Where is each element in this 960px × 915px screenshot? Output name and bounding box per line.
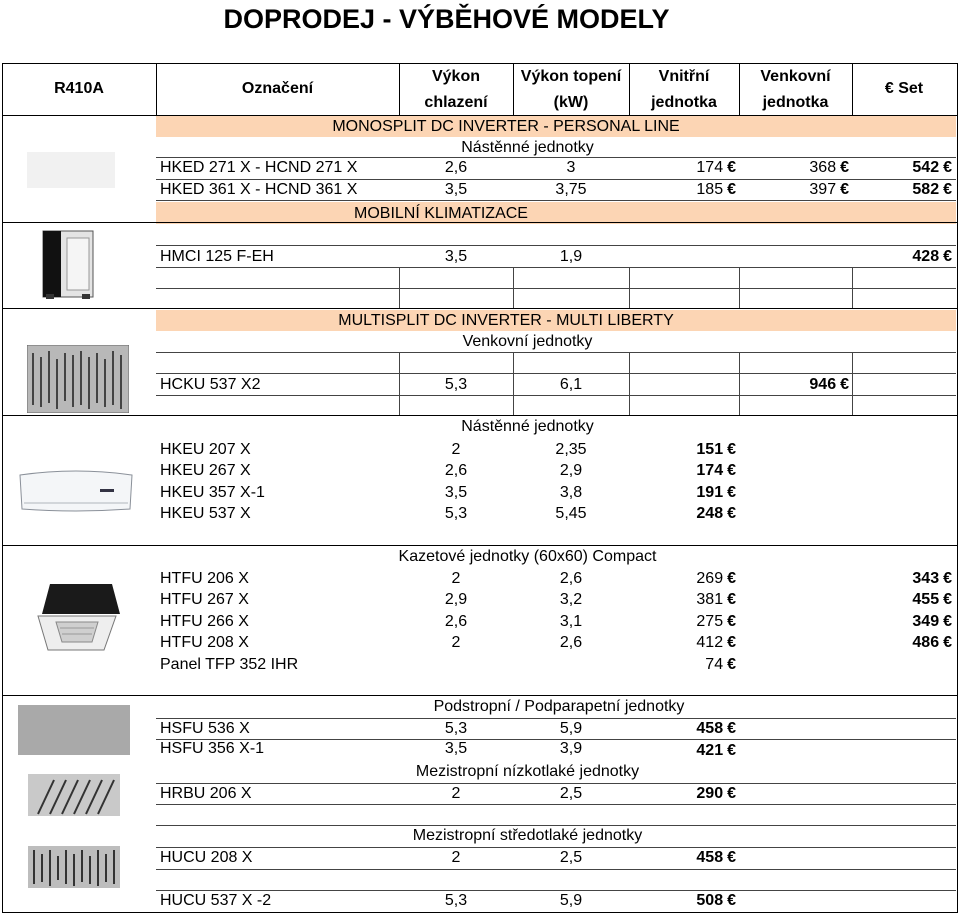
grid-rule bbox=[629, 352, 630, 415]
heating-value: 6,1 bbox=[559, 376, 583, 393]
price-value: 458 bbox=[696, 849, 724, 866]
euro-sign: € bbox=[943, 159, 952, 176]
price-value: 428 bbox=[912, 248, 940, 265]
euro-sign: € bbox=[943, 613, 952, 630]
section-title: MULTISPLIT DC INVERTER - MULTI LIBERTY bbox=[338, 312, 674, 329]
set-price bbox=[852, 179, 952, 200]
price-value: 74 bbox=[705, 656, 724, 673]
euro-sign: € bbox=[727, 181, 736, 198]
model-name: HSFU 356 X-1 bbox=[160, 740, 265, 757]
model-name: HKEU 357 X-1 bbox=[160, 484, 265, 501]
euro-sign: € bbox=[727, 441, 736, 458]
cassette-unit-image bbox=[32, 580, 122, 654]
col-outdoor-l2: jednotka bbox=[762, 94, 829, 111]
heating-value: 3 bbox=[566, 159, 576, 176]
grid-rule bbox=[156, 200, 956, 201]
euro-sign: € bbox=[943, 591, 952, 608]
col-indoor-l1: Vnitřní bbox=[658, 68, 710, 85]
set-price bbox=[852, 246, 952, 267]
duct-unit-image bbox=[28, 846, 120, 888]
price-value: 421 bbox=[696, 742, 724, 759]
heating-value: 2,9 bbox=[559, 462, 583, 479]
euro-sign: € bbox=[840, 376, 849, 393]
heating-value: 2,6 bbox=[559, 634, 583, 651]
indoor-price bbox=[629, 482, 736, 503]
set-price bbox=[852, 589, 952, 610]
mobile-ac-image bbox=[40, 228, 98, 300]
indoor-price bbox=[629, 654, 736, 675]
price-value: 397 bbox=[809, 181, 837, 198]
model-name: HKEU 267 X bbox=[160, 462, 251, 479]
section-subtitle: Nástěnné jednotky bbox=[461, 139, 594, 156]
section-title: MONOSPLIT DC INVERTER - PERSONAL LINE bbox=[332, 118, 680, 135]
set-price bbox=[852, 632, 952, 653]
indoor-price bbox=[629, 589, 736, 610]
wall-unit-image bbox=[27, 152, 115, 188]
price-value: 582 bbox=[912, 181, 940, 198]
euro-sign: € bbox=[943, 634, 952, 651]
cooling-value: 2,6 bbox=[444, 613, 468, 630]
price-value: 946 bbox=[809, 376, 837, 393]
grid-rule bbox=[156, 804, 956, 805]
col-outdoor-l1: Venkovní bbox=[760, 68, 831, 85]
price-value: 174 bbox=[696, 159, 724, 176]
cooling-value: 3,5 bbox=[444, 484, 468, 501]
euro-sign: € bbox=[727, 656, 736, 673]
outdoor-price bbox=[739, 374, 849, 395]
cooling-value: 2 bbox=[451, 441, 461, 458]
heating-value: 3,75 bbox=[555, 181, 587, 198]
model-name: HKEU 537 X bbox=[160, 505, 251, 522]
euro-sign: € bbox=[727, 159, 736, 176]
grid-rule bbox=[156, 267, 956, 268]
model-name: HKED 361 X - HCND 361 X bbox=[160, 181, 358, 198]
indoor-price bbox=[629, 460, 736, 481]
cooling-value: 3,5 bbox=[444, 248, 468, 265]
euro-sign: € bbox=[943, 181, 952, 198]
section-subtitle: Kazetové jednotky (60x60) Compact bbox=[398, 548, 657, 565]
heating-value: 2,5 bbox=[559, 849, 583, 866]
grid-rule bbox=[852, 267, 853, 308]
indoor-price bbox=[629, 890, 736, 911]
price-value: 349 bbox=[912, 613, 940, 630]
duct-unit-image bbox=[28, 774, 120, 816]
cooling-value: 2 bbox=[451, 849, 461, 866]
col-cooling-l2: chlazení bbox=[424, 94, 488, 111]
model-name: HUCU 208 X bbox=[160, 849, 253, 866]
grid-rule bbox=[852, 352, 853, 415]
euro-sign: € bbox=[943, 570, 952, 587]
price-value: 185 bbox=[696, 181, 724, 198]
section-subtitle: Podstropní / Podparapetní jednotky bbox=[433, 698, 685, 715]
cooling-value: 3,5 bbox=[444, 740, 468, 757]
indoor-price bbox=[629, 503, 736, 524]
heating-value: 3,8 bbox=[559, 484, 583, 501]
heating-value: 1,9 bbox=[559, 248, 583, 265]
cooling-value: 2 bbox=[451, 785, 461, 802]
heating-value: 3,2 bbox=[559, 591, 583, 608]
euro-sign: € bbox=[727, 634, 736, 651]
page-title: DOPRODEJ - VÝBĚHOVÉ MODELY bbox=[223, 4, 670, 34]
euro-sign: € bbox=[727, 613, 736, 630]
price-value: 343 bbox=[912, 570, 940, 587]
wall-unit-image bbox=[18, 465, 134, 515]
col-set bbox=[852, 76, 956, 102]
outdoor-unit-image bbox=[27, 345, 129, 413]
model-name: HCKU 537 X2 bbox=[160, 376, 261, 393]
cooling-value: 2,6 bbox=[444, 462, 468, 479]
price-value: 381 bbox=[696, 591, 724, 608]
model-name: HRBU 206 X bbox=[160, 785, 252, 802]
outdoor-price bbox=[739, 157, 849, 178]
model-name: HTFU 267 X bbox=[160, 591, 249, 608]
section-subtitle: Nástěnné jednotky bbox=[461, 418, 594, 435]
model-name: HKEU 207 X bbox=[160, 441, 251, 458]
cooling-value: 5,3 bbox=[444, 376, 468, 393]
col-heating-l2: (kW) bbox=[553, 94, 589, 111]
cooling-value: 2 bbox=[451, 570, 461, 587]
indoor-price bbox=[629, 568, 736, 589]
cooling-value: 3,5 bbox=[444, 181, 468, 198]
model-name: HUCU 537 X -2 bbox=[160, 892, 272, 909]
price-value: 458 bbox=[696, 720, 724, 737]
grid-rule bbox=[629, 267, 630, 308]
model-name: HMCI 125 F-EH bbox=[160, 248, 274, 265]
euro-sign: € bbox=[727, 849, 736, 866]
section-subtitle: Venkovní jednotky bbox=[462, 333, 593, 350]
cooling-value: 5,3 bbox=[444, 720, 468, 737]
indoor-price bbox=[629, 179, 736, 200]
cooling-value: 5,3 bbox=[444, 892, 468, 909]
model-name: HTFU 266 X bbox=[160, 613, 249, 630]
indoor-price bbox=[629, 718, 736, 739]
euro-sign: € bbox=[727, 505, 736, 522]
indoor-price bbox=[629, 632, 736, 653]
grid-rule bbox=[156, 288, 956, 289]
group-rule bbox=[2, 308, 958, 309]
grid-rule bbox=[156, 352, 956, 353]
ceiling-unit-image bbox=[18, 705, 130, 755]
col-designation: Označení bbox=[241, 80, 314, 97]
price-value: 508 bbox=[696, 892, 724, 909]
section-title: MOBILNÍ KLIMATIZACE bbox=[354, 205, 528, 222]
grid-rule bbox=[156, 869, 956, 870]
euro-sign: € bbox=[727, 591, 736, 608]
heating-value: 2,35 bbox=[555, 441, 587, 458]
euro-sign: € bbox=[727, 892, 736, 909]
price-value: 412 bbox=[696, 634, 724, 651]
heating-value: 5,45 bbox=[555, 505, 587, 522]
price-value: 248 bbox=[696, 505, 724, 522]
heating-value: 2,6 bbox=[559, 570, 583, 587]
euro-sign: € bbox=[727, 742, 736, 759]
price-value: 275 bbox=[696, 613, 724, 630]
section-subtitle: Mezistropní středotlaké jednotky bbox=[412, 827, 643, 844]
model-name: HTFU 208 X bbox=[160, 634, 249, 651]
heating-value: 3,1 bbox=[559, 613, 583, 630]
price-value: 191 bbox=[696, 484, 724, 501]
euro-sign: € bbox=[727, 570, 736, 587]
col-cooling-l1: Výkon bbox=[431, 68, 480, 85]
col-set-label: Set bbox=[898, 80, 924, 97]
euro-sign: € bbox=[943, 248, 952, 265]
set-price bbox=[852, 568, 952, 589]
euro-sign: € bbox=[840, 181, 849, 198]
price-value: 290 bbox=[696, 785, 724, 802]
indoor-price bbox=[629, 439, 736, 460]
euro-sign: € bbox=[727, 720, 736, 737]
indoor-price bbox=[629, 783, 736, 804]
price-value: 368 bbox=[809, 159, 837, 176]
price-value: 486 bbox=[912, 634, 940, 651]
heating-value: 5,9 bbox=[559, 720, 583, 737]
cooling-value: 2,9 bbox=[444, 591, 468, 608]
col-refrigerant: R410A bbox=[54, 80, 104, 97]
euro-sign: € bbox=[727, 484, 736, 501]
cooling-value: 2 bbox=[451, 634, 461, 651]
indoor-price bbox=[629, 740, 736, 761]
heating-value: 2,5 bbox=[559, 785, 583, 802]
cooling-value: 5,3 bbox=[444, 505, 468, 522]
price-value: 151 bbox=[696, 441, 724, 458]
model-name: HKED 271 X - HCND 271 X bbox=[160, 159, 358, 176]
euro-sign: € bbox=[840, 159, 849, 176]
indoor-price bbox=[629, 847, 736, 868]
euro-sign: € bbox=[884, 80, 894, 97]
price-value: 174 bbox=[696, 462, 724, 479]
set-price bbox=[852, 157, 952, 178]
model-name: HTFU 206 X bbox=[160, 570, 249, 587]
heating-value: 3,9 bbox=[559, 740, 583, 757]
section-subtitle: Mezistropní nízkotlaké jednotky bbox=[415, 763, 640, 780]
euro-sign: € bbox=[727, 462, 736, 479]
col-indoor-l2: jednotka bbox=[651, 94, 717, 111]
set-price bbox=[852, 611, 952, 632]
grid-rule bbox=[739, 267, 740, 308]
cooling-value: 2,6 bbox=[444, 159, 468, 176]
col-heating-l1: Výkon topení bbox=[520, 68, 622, 85]
euro-sign: € bbox=[727, 785, 736, 802]
model-name: Panel TFP 352 IHR bbox=[160, 656, 299, 673]
heating-value: 5,9 bbox=[559, 892, 583, 909]
grid-rule bbox=[513, 267, 514, 308]
model-name: HSFU 536 X bbox=[160, 720, 250, 737]
price-value: 269 bbox=[696, 570, 724, 587]
price-value: 455 bbox=[912, 591, 940, 608]
outdoor-price bbox=[739, 179, 849, 200]
indoor-price bbox=[629, 611, 736, 632]
grid-rule bbox=[156, 395, 956, 396]
grid-rule bbox=[399, 267, 400, 308]
indoor-price bbox=[629, 157, 736, 178]
price-value: 542 bbox=[912, 159, 940, 176]
